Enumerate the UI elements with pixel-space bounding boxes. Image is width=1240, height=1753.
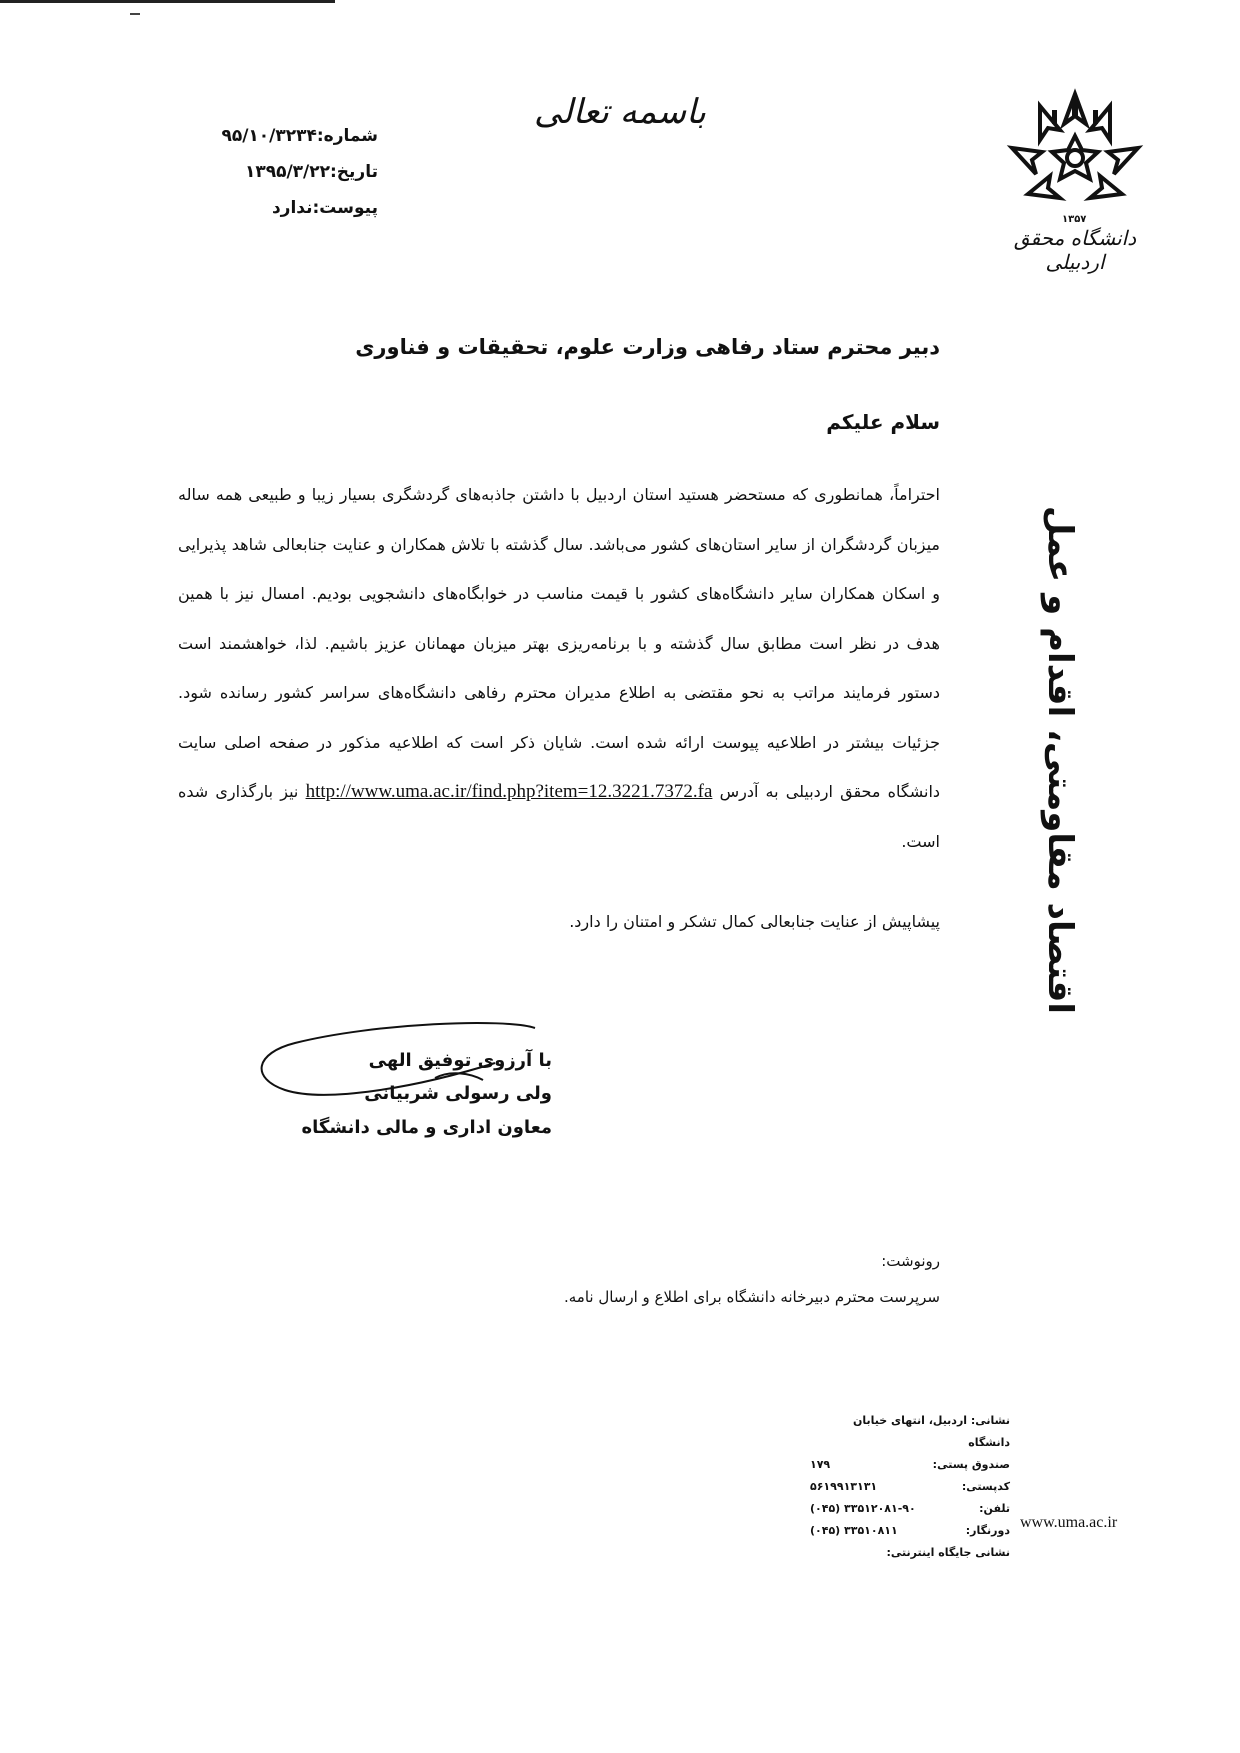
contact-footer [810, 1410, 1010, 1564]
scan-artifact-line [0, 0, 335, 3]
university-site-link[interactable]: http://www.uma.ac.ir/find.php?item=12.3221.7372.fa [305, 781, 713, 802]
footer-postal-code-value: ۵۶۱۹۹۱۳۱۳۱ [810, 1480, 878, 1493]
basmala-heading: باسمه تعالی [534, 92, 706, 132]
body-paragraph [178, 470, 940, 866]
signatory-title: معاون اداری و مالی دانشگاه [301, 1117, 552, 1138]
footer-po-box [810, 1454, 1010, 1476]
footer-postal-code-label: کدپستی: [961, 1480, 1010, 1493]
signatory-name: ولی رسولی شربیانی [364, 1083, 552, 1104]
footer-fax [810, 1520, 1010, 1542]
footer-phone-label: تلفن: [979, 1502, 1010, 1515]
body-paragraph-text: احتراماً، همانطوری که مستحضر هستید استان اردبیل با داشتن جاذبه‌های گردشگری بسیار زیبا و طبیعی همه ساله میزبان گردشگران از سایر استان‌های کشور می‌باشد. سال گذشته با تلاش همکاران و عنایت جنابعالی شاهد پذیرایی و اسکان همکاران سایر دانشگاه‌های کشور با قیمت مناسب در خوابگاه‌های دانشجویی بودیم. امسال نیز با همین هدف در نظر است مطابق سال گذشته و با برنامه‌ریزی بهتر میزبان مهمانان عزیز باشیم. لذا، خواهشمند است دستور فرمایند مراتب به نحو مقتضی به اطلاع مدیران محترم رفاهی دانشگاه‌های سراسر کشور رسانده شود. جزئیات بیشتر در اطلاعیه پیوست ارائه شده است. شایان ذکر است که اطلاعیه مذکور در صفحه اصلی سایت دانشگاه محقق اردبیلی به آدرس [178, 485, 941, 801]
body-paragraph-end: نیز بارگذاری شده است. [178, 782, 940, 851]
footer-website-link[interactable]: www.uma.ac.ir [1020, 1514, 1118, 1531]
emblem-year: ۱۳۵۷ [1062, 214, 1087, 225]
footer-po-box-value: ۱۷۹ [810, 1458, 831, 1471]
recipient-line: دبیر محترم ستاد رفاهی وزارت علوم، تحقیقات و فناوری [355, 335, 940, 359]
footer-po-box-label: صندوق پستی: [932, 1458, 1010, 1471]
emblem-university-name: دانشگاه محقق اردبیلی [1013, 226, 1137, 274]
cc-text: سرپرست محترم دبیرخانه دانشگاه برای اطلاع و ارسال نامه. [563, 1288, 940, 1306]
letter-date: تاریخ:۱۳۹۵/۳/۲۲ [244, 162, 378, 182]
cc-label: رونوشت: [881, 1252, 940, 1270]
footer-fax-label: دورنگار: [965, 1524, 1010, 1537]
scan-artifact-dash [130, 13, 140, 15]
footer-phone [810, 1498, 1010, 1520]
footer-address: نشانی: اردبیل، انتهای خیابان دانشگاه [852, 1414, 1010, 1449]
emblem-graphic [1000, 86, 1150, 221]
footer-postal-code [810, 1476, 1010, 1498]
vertical-motto [1040, 505, 1100, 1015]
letter-body [178, 470, 940, 866]
university-emblem-icon [1000, 86, 1150, 274]
letter-meta [118, 118, 378, 226]
thanks-line: پیشاپیش از عنایت جنابعالی کمال تشکر و امتنان را دارد. [569, 912, 940, 931]
footer-fax-value: (۰۴۵) ۳۳۵۱۰۸۱۱ [810, 1524, 898, 1537]
greeting-line: سلام علیکم [826, 410, 940, 434]
motto-text: اقتصاد مقاومتی، اقدام و عمل [1040, 505, 1080, 1015]
footer-phone-value: (۰۴۵) ۳۳۵۱۲۰۸۱-۹۰ [810, 1502, 916, 1515]
footer-website-label: نشانی جایگاه اینترنتی: [886, 1546, 1010, 1559]
letter-number: شماره:۹۵/۱۰/۳۲۳۴ [221, 126, 378, 146]
letter-attachment: پیوست:ندارد [271, 198, 378, 218]
signature-closing: با آرزوی توفیق الهی [368, 1050, 552, 1071]
